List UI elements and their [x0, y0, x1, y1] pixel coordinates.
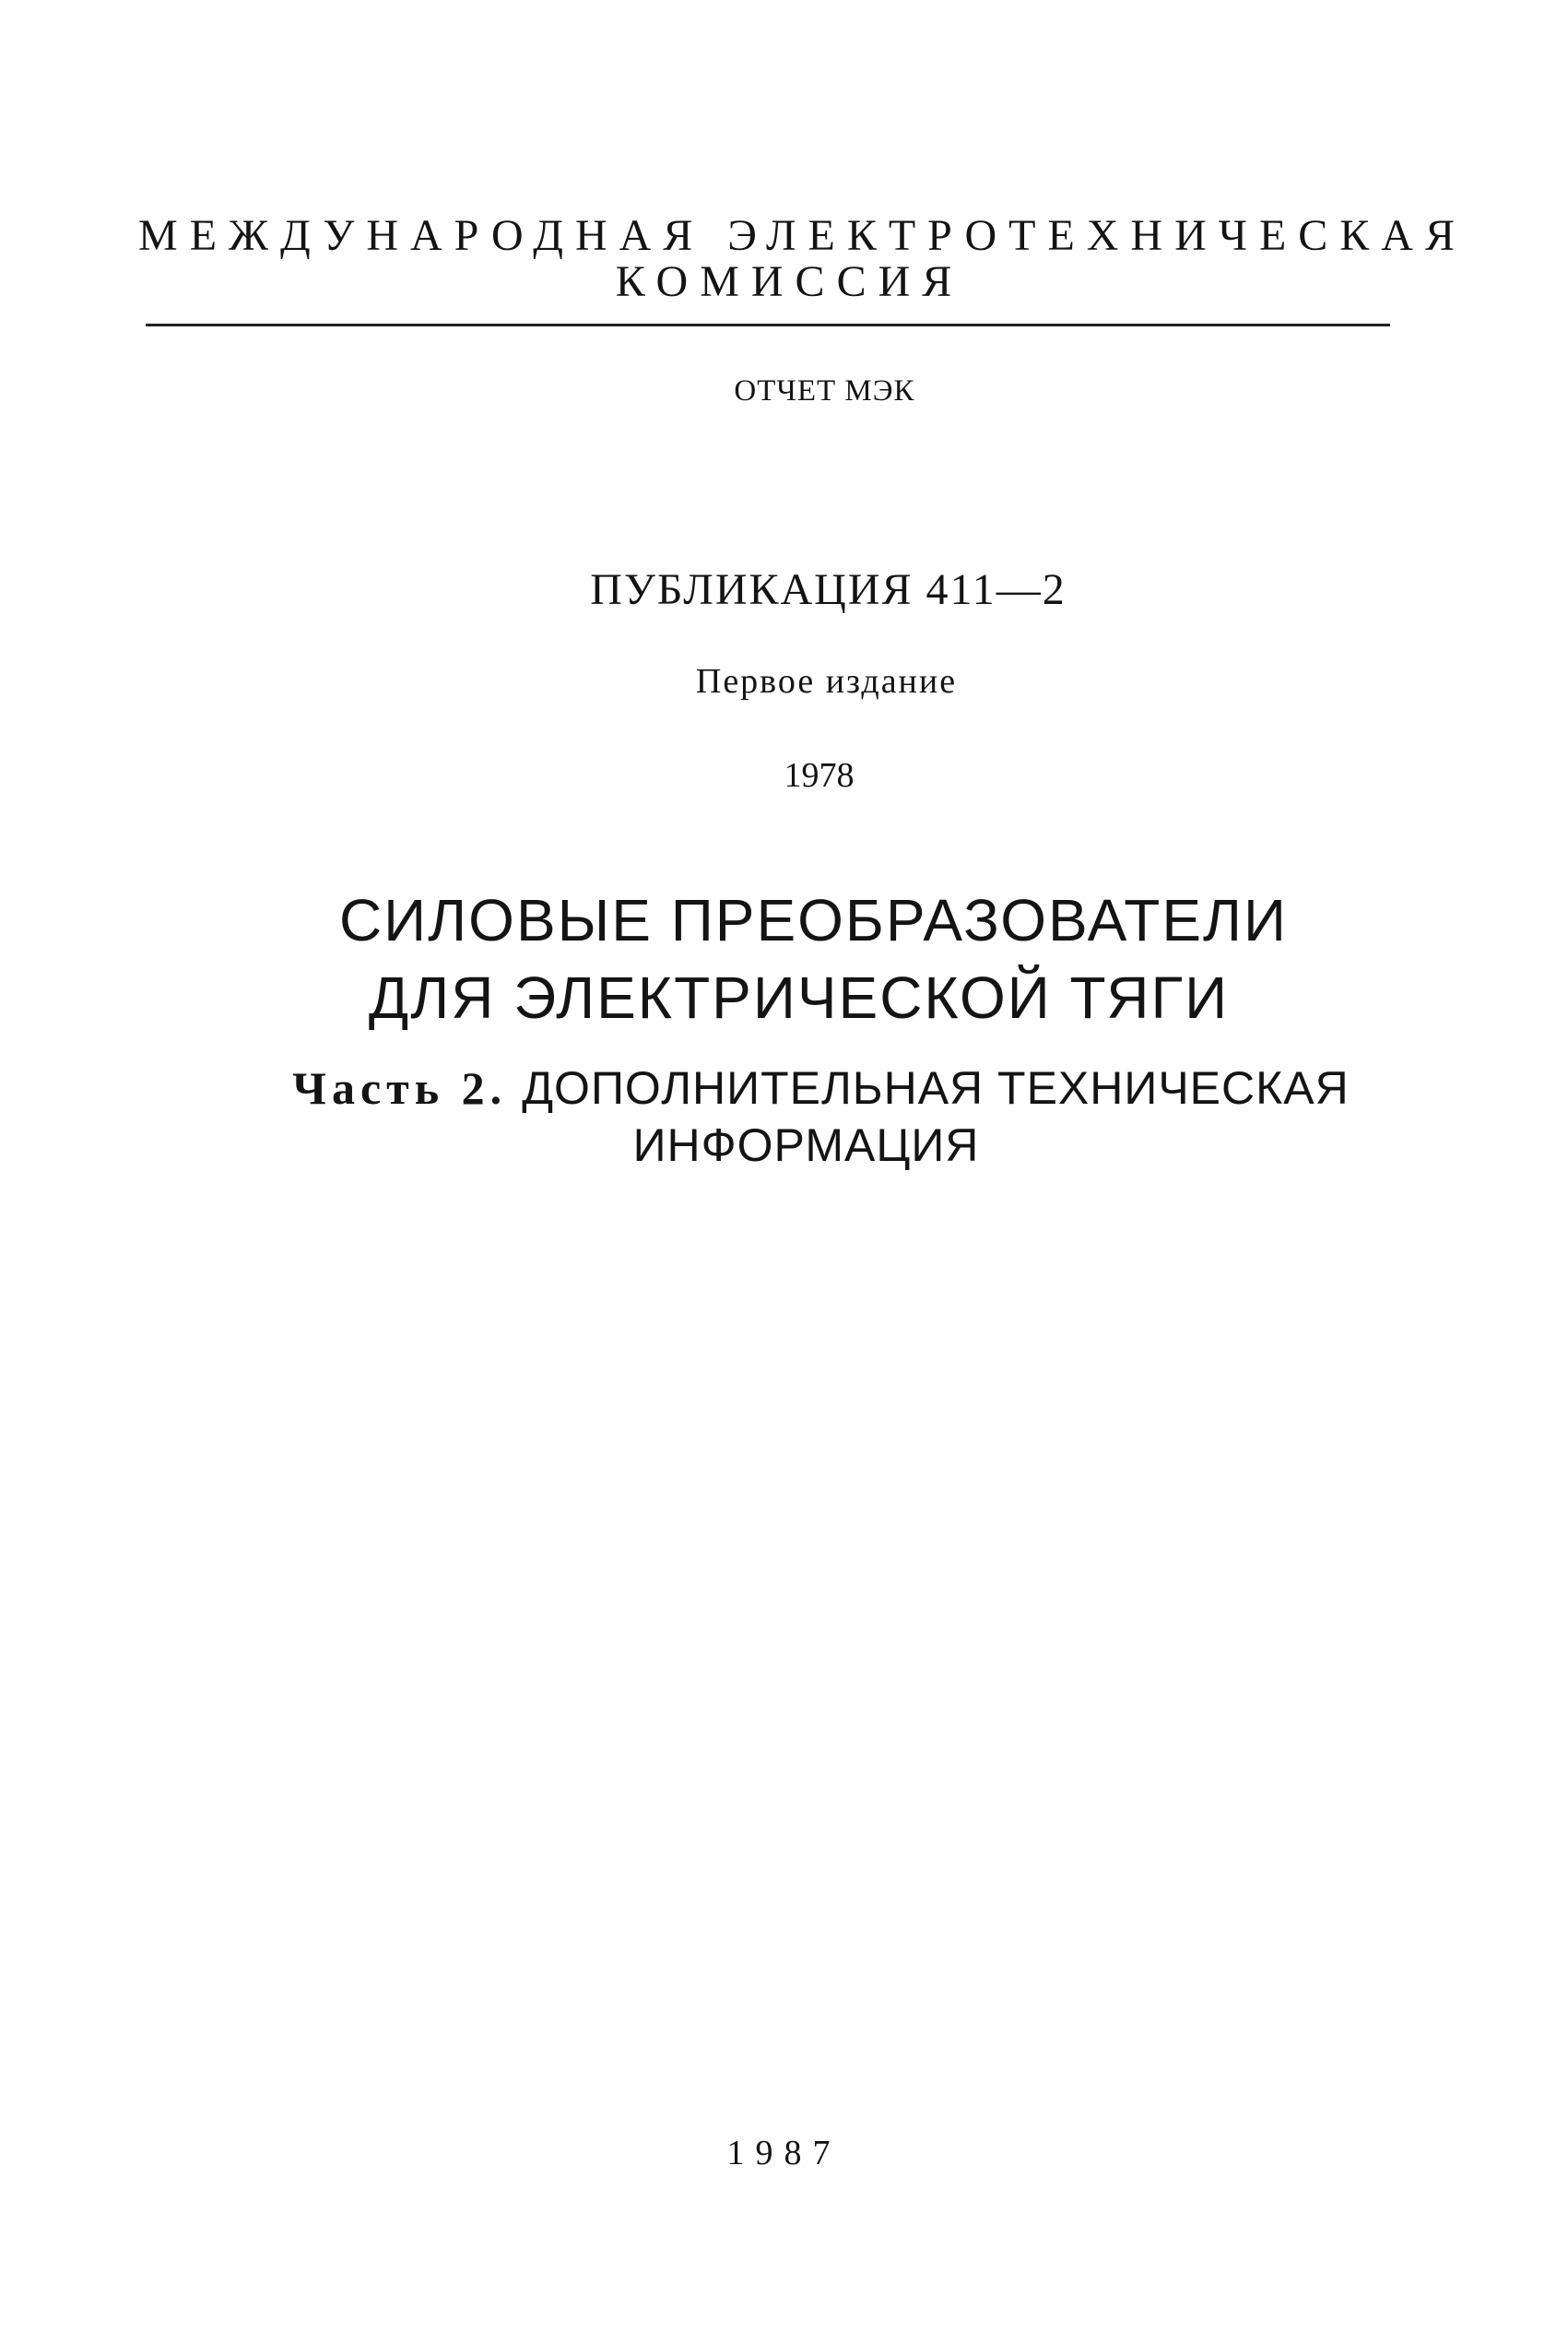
organization-name-line2: КОМИССИЯ	[615, 257, 964, 306]
organization-name-line1: МЕЖДУНАРОДНАЯ ЭЛЕКТРОТЕХНИЧЕСКАЯ	[138, 211, 1467, 260]
print-year: 1987	[726, 2134, 842, 2172]
part-label: Часть 2.	[292, 1062, 508, 1114]
publication-number: ПУБЛИКАЦИЯ 411—2	[590, 565, 1067, 614]
document-title-line1: СИЛОВЫЕ ПРЕОБРАЗОВАТЕЛИ	[338, 887, 1289, 953]
document-title-line2: ДЛЯ ЭЛЕКТРИЧЕСКОЙ ТЯГИ	[368, 964, 1230, 1031]
report-label: ОТЧЕТ МЭК	[734, 374, 915, 408]
edition-year: 1978	[784, 756, 855, 795]
document-subtitle-line2: ИНФОРМАЦИЯ	[632, 1119, 980, 1171]
header-divider	[146, 324, 1390, 326]
subtitle-text-line1: ДОПОЛНИТЕЛЬНАЯ ТЕХНИЧЕСКАЯ	[522, 1062, 1350, 1114]
edition-label: Первое издание	[695, 662, 958, 701]
document-subtitle-line1	[37, 1060, 1568, 1116]
